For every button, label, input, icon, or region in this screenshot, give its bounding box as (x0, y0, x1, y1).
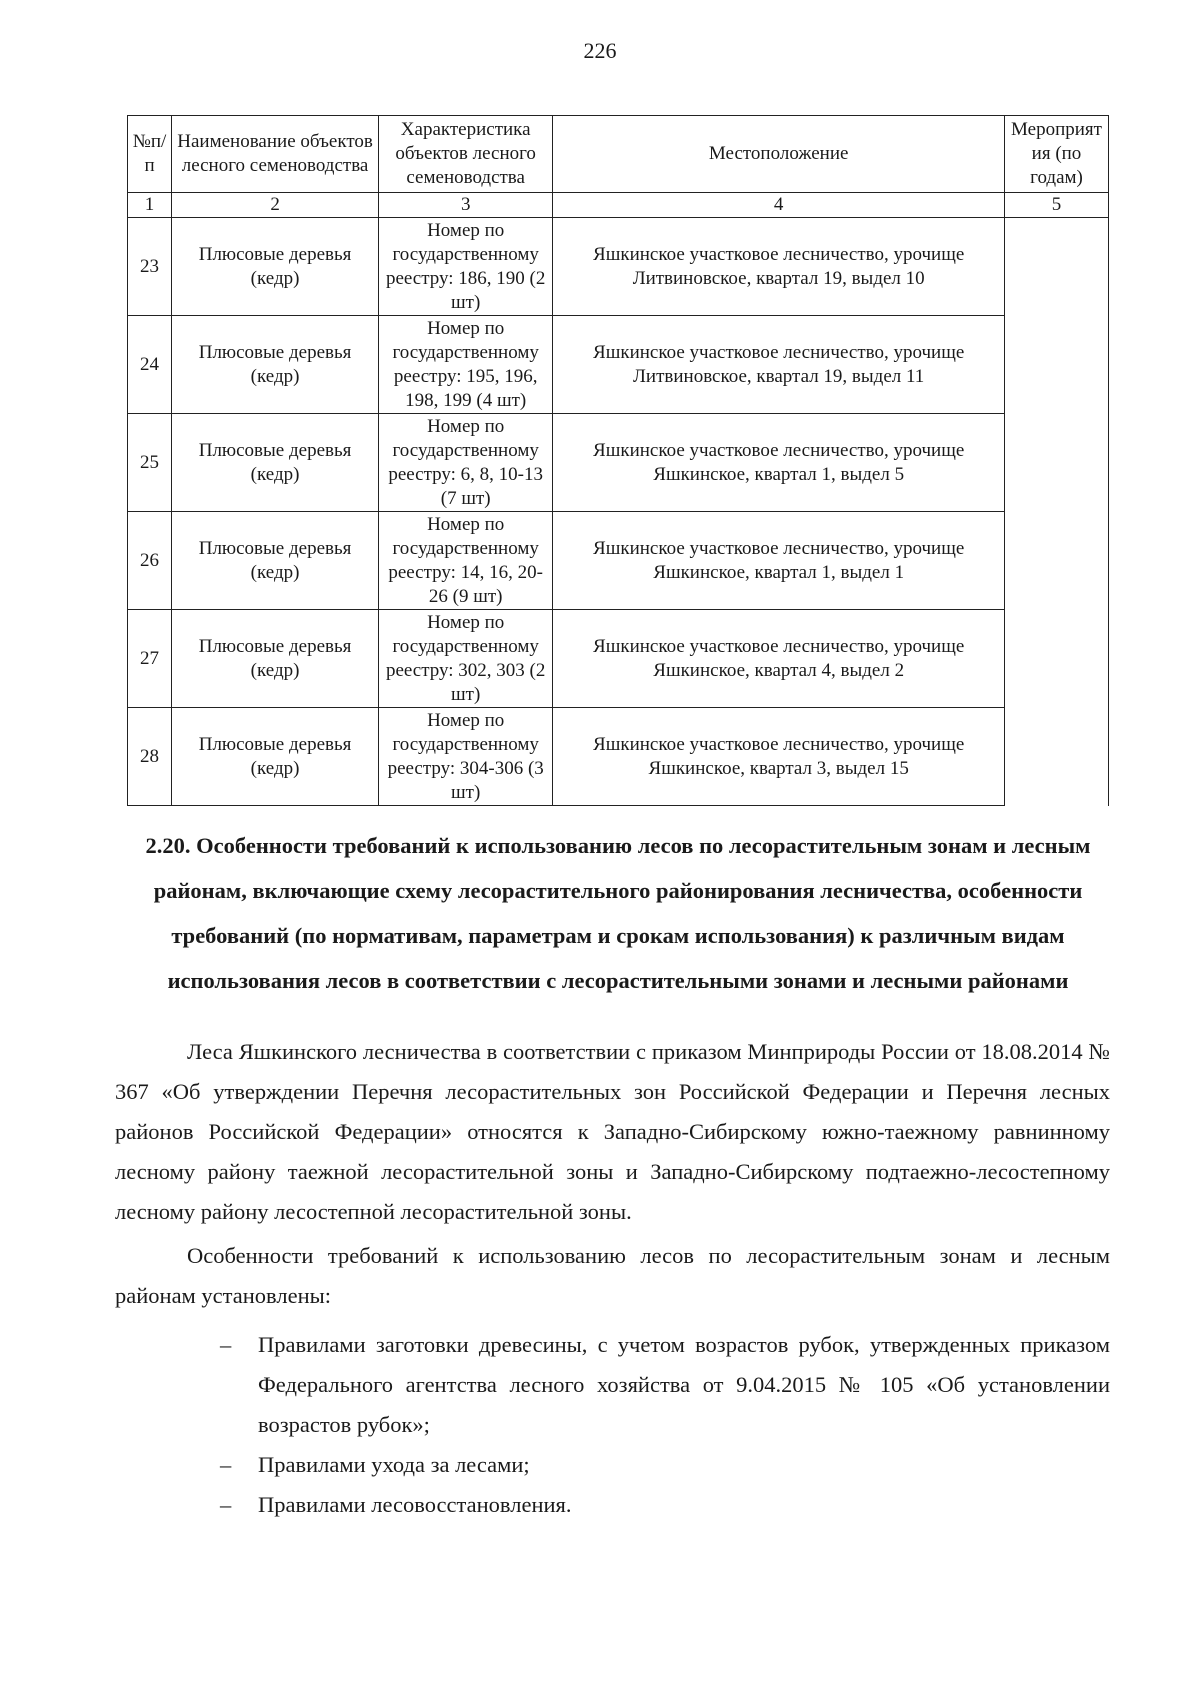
row-characteristic: Номер по государственному реестру: 302, 303 (2 шт) (379, 610, 553, 708)
list-marker: – (220, 1452, 232, 1477)
header-characteristic: Характеристика объектов лесного семеноводства (379, 116, 553, 193)
row-num: 23 (128, 218, 172, 316)
row-num: 24 (128, 316, 172, 414)
table-row (128, 610, 1109, 708)
table-row (128, 512, 1109, 610)
row-characteristic: Номер по государственному реестру: 14, 16, 20-26 (9 шт) (379, 512, 553, 610)
row-name: Плюсовые деревья (кедр) (172, 610, 379, 708)
column-number: 3 (379, 193, 553, 218)
column-number-row (128, 193, 1109, 218)
table-row (128, 218, 1109, 316)
page-number: 226 (583, 38, 617, 63)
row-location: Яшкинское участковое лесничество, урочище Яшкинское, квартал 1, выдел 5 (553, 414, 1005, 512)
row-location: Яшкинское участковое лесничество, урочище Яшкинское, квартал 3, выдел 15 (553, 708, 1005, 806)
row-num: 25 (128, 414, 172, 512)
paragraph (115, 1032, 1110, 1232)
column-number: 4 (553, 193, 1005, 218)
header-num: №п/п (128, 116, 172, 193)
row-num: 26 (128, 512, 172, 610)
list-item (220, 1325, 1110, 1445)
list-item-text: Правилами лесовосстановления. (258, 1492, 572, 1517)
table-row (128, 708, 1109, 806)
row-num: 27 (128, 610, 172, 708)
row-name: Плюсовые деревья (кедр) (172, 218, 379, 316)
events-cell (1004, 218, 1108, 806)
list-marker: – (220, 1332, 232, 1357)
row-location: Яшкинское участковое лесничество, урочище Яшкинское, квартал 1, выдел 1 (553, 512, 1005, 610)
table-header-row (128, 116, 1109, 193)
table-row (128, 316, 1109, 414)
row-characteristic: Номер по государственному реестру: 304-306 (3 шт) (379, 708, 553, 806)
header-events: Мероприятия (по годам) (1004, 116, 1108, 193)
column-number: 2 (172, 193, 379, 218)
list-marker: – (220, 1492, 232, 1517)
row-name: Плюсовые деревья (кедр) (172, 512, 379, 610)
row-characteristic: Номер по государственному реестру: 195, 196, 198, 199 (4 шт) (379, 316, 553, 414)
row-name: Плюсовые деревья (кедр) (172, 414, 379, 512)
row-num: 28 (128, 708, 172, 806)
header-name: Наименование объектов лесного семеноводства (172, 116, 379, 193)
row-name: Плюсовые деревья (кедр) (172, 316, 379, 414)
paragraph (115, 1236, 1110, 1316)
row-location: Яшкинское участковое лесничество, урочище Литвиновское, квартал 19, выдел 11 (553, 316, 1005, 414)
row-location: Яшкинское участковое лесничество, урочище Яшкинское, квартал 4, выдел 2 (553, 610, 1005, 708)
row-name: Плюсовые деревья (кедр) (172, 708, 379, 806)
seed-objects-table (127, 115, 1109, 806)
row-characteristic: Номер по государственному реестру: 6, 8, 10-13 (7 шт) (379, 414, 553, 512)
paragraph-text: Леса Яшкинского лесничества в соответствии с приказом Минприроды России от 18.08.2014 № 367 «Об утверждении Перечня лесорастительных зон Российской Федерации и Перечня лесных районов Российской Федерации» относятся к Западно-Сибирскому южно-таежному равнинному лесному району таежной лесорастительной зоны и Западно-Сибирскому подтаежно-лесостепному лесному району лесостепной лесорастительной зоны. (115, 1039, 1110, 1224)
list-item-text: Правилами заготовки древесины, с учетом возрастов рубок, утвержденных приказом Федерального агентства лесного хозяйства от 9.04.2015 № 105 «Об установлении возрастов рубок»; (258, 1332, 1110, 1437)
rules-list (220, 1325, 1110, 1525)
row-characteristic: Номер по государственному реестру: 186, 190 (2 шт) (379, 218, 553, 316)
list-item (220, 1485, 1110, 1525)
section-heading: 2.20. Особенности требований к использованию лесов по лесорастительным зонам и лесным районам, включающие схему лесорастительного районирования лесничества, особенности требований (по нормативам, параметрам и срокам использования) к различным видам использования лесов в соответствии с лесорастительными зонами и лесными районами (145, 833, 1091, 993)
column-number: 1 (128, 193, 172, 218)
list-item-text: Правилами ухода за лесами; (258, 1452, 530, 1477)
table-row (128, 414, 1109, 512)
column-number: 5 (1004, 193, 1108, 218)
paragraph-text: Особенности требований к использованию лесов по лесорастительным зонам и лесным районам установлены: (115, 1243, 1110, 1308)
list-item (220, 1445, 1110, 1485)
header-location: Местоположение (553, 116, 1005, 193)
row-location: Яшкинское участковое лесничество, урочище Литвиновское, квартал 19, выдел 10 (553, 218, 1005, 316)
